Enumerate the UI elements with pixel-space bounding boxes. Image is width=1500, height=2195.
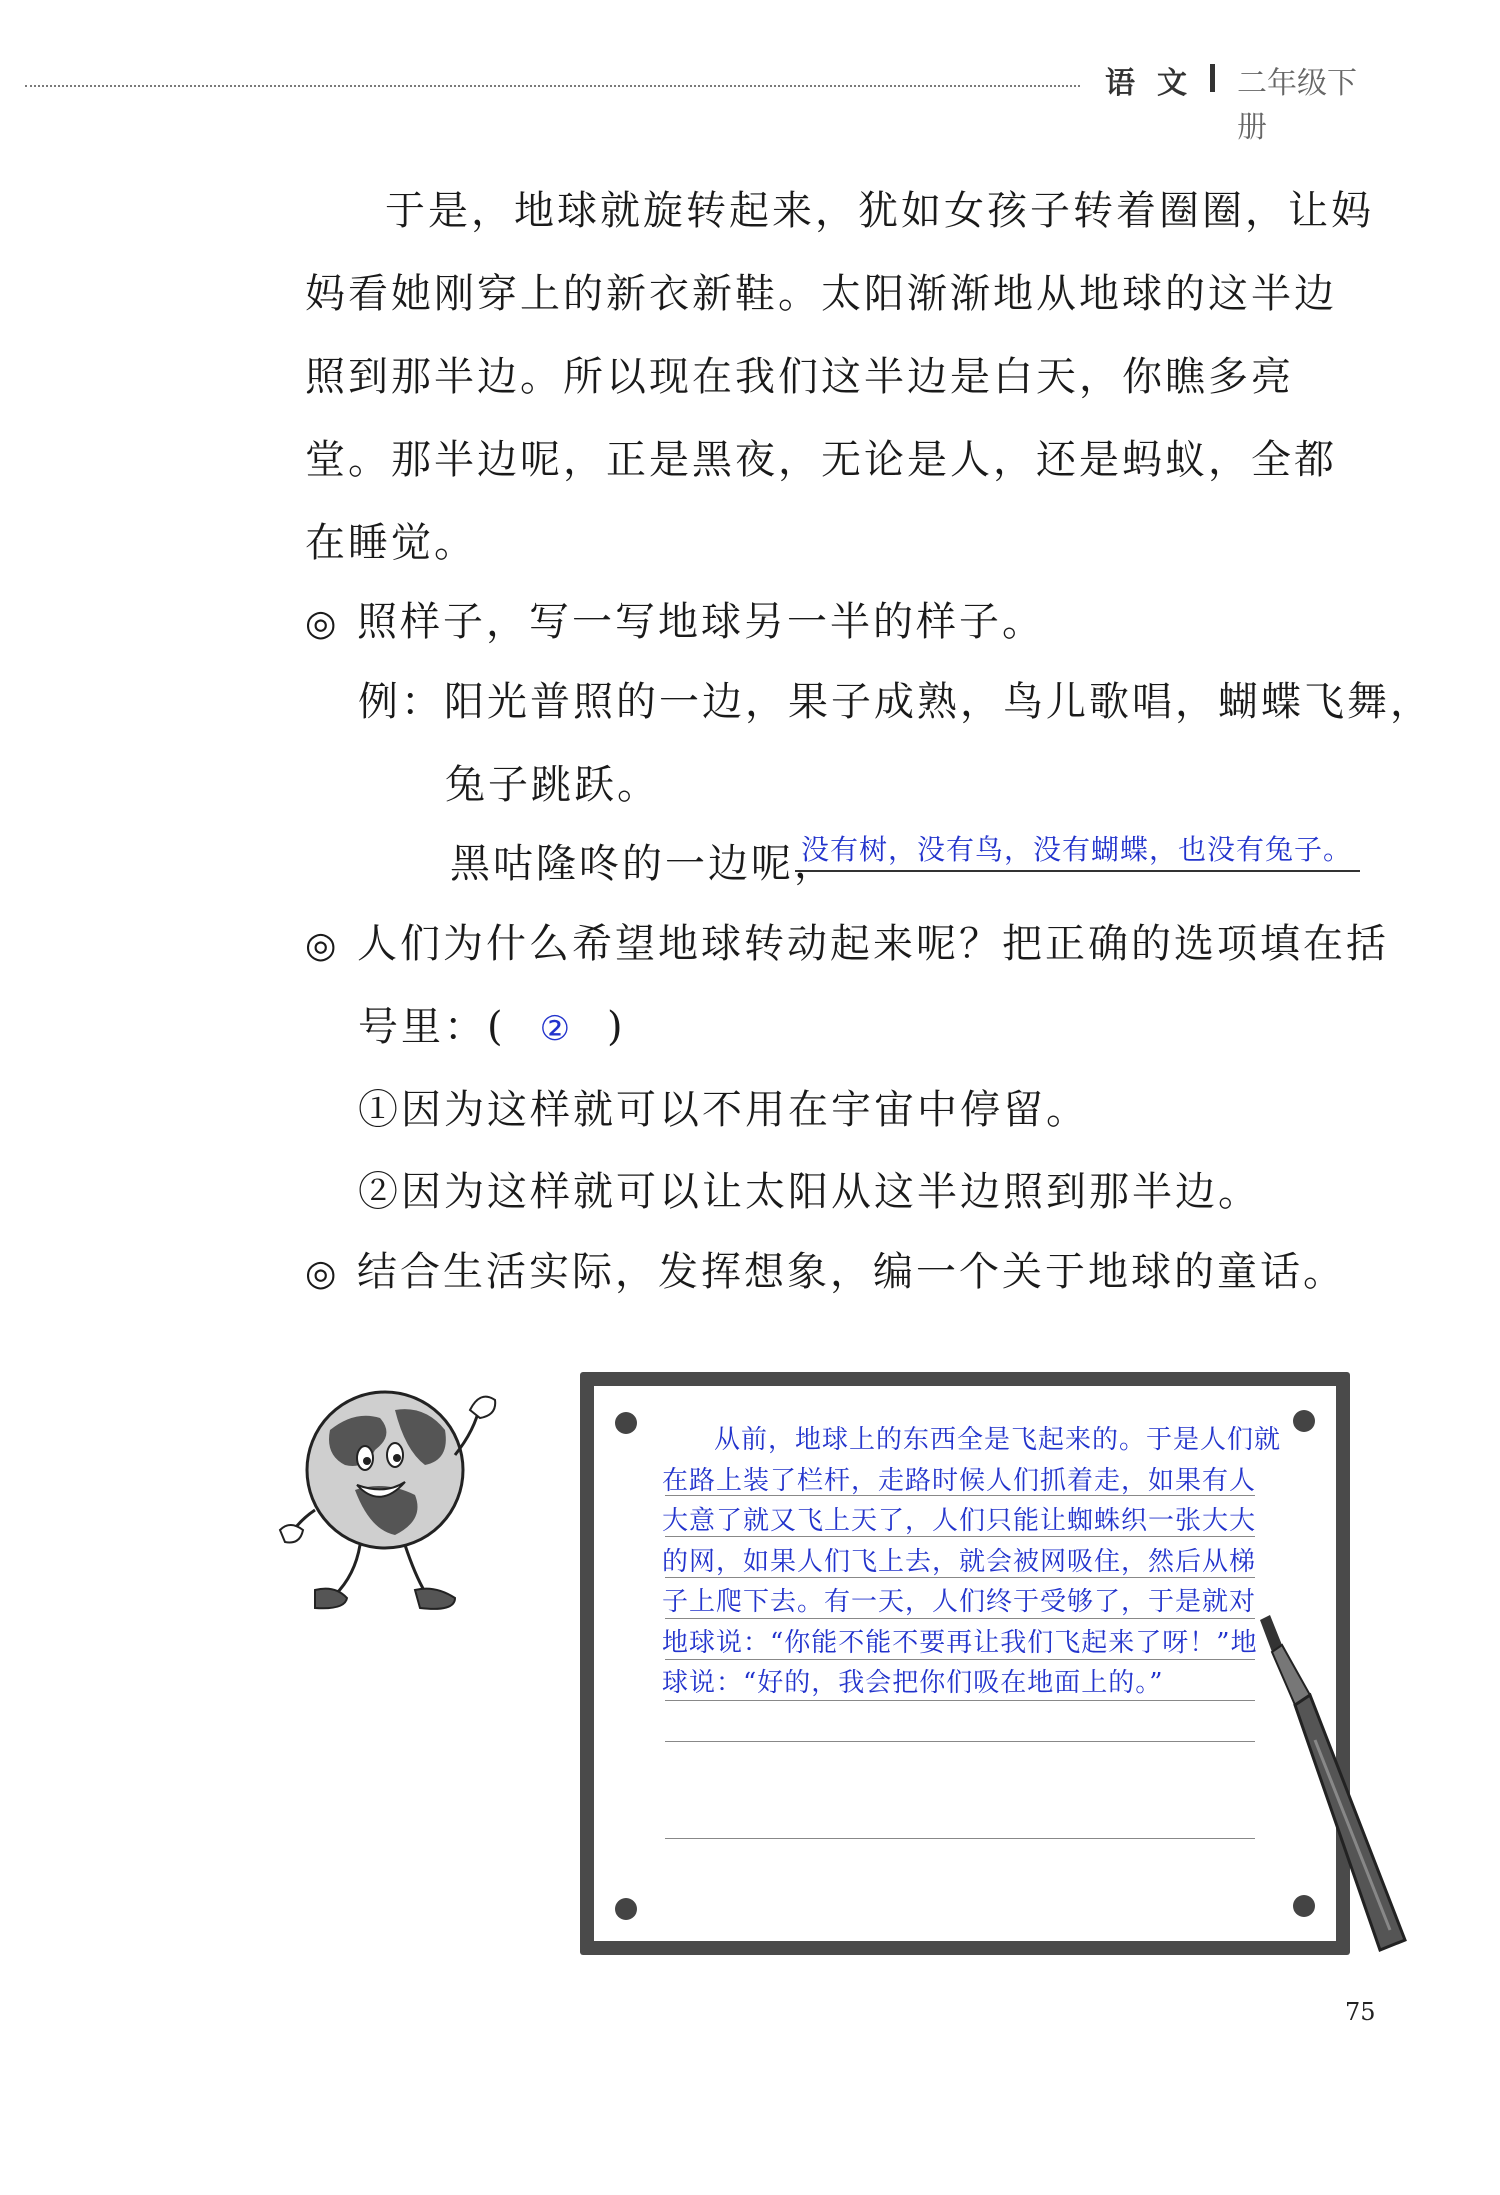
header-subject: 语文: [1105, 66, 1209, 101]
q3-story-answer[interactable]: [662, 1420, 1282, 1704]
question-3: [305, 1240, 1346, 1297]
question-1-prompt: 照样子，写一写地球另一半的样子。: [357, 599, 1045, 645]
passage-paragraph: 于是，地球就旋转起来，犹如女孩子转着圈圈，让妈妈看她刚穿上的新衣新鞋。太阳渐渐地从地球的这半边照到那半边。所以现在我们这半边是白天，你瞧多亮堂。那半边呢，正是黑夜，无论是人，还是蚂蚁，全都在睡觉。: [305, 188, 1374, 566]
q2-option-1: ①因为这样就可以不用在宇宙中停留。: [358, 1087, 1089, 1133]
question-mark-icon: ◎: [305, 1253, 340, 1294]
q1-example-line2: 兔子跳跃。: [445, 762, 660, 808]
q2-answer-field[interactable]: ②: [539, 1009, 574, 1049]
reading-passage: [305, 170, 1375, 585]
q1-answer-field[interactable]: 没有树，没有鸟，没有蝴蝶，也没有兔子。: [795, 828, 1360, 872]
writing-line: [665, 1659, 1255, 1660]
question-2-line2: [358, 995, 626, 1052]
pin-icon: [615, 1412, 637, 1434]
page-number: 75: [1345, 1998, 1376, 2026]
question-mark-icon: ◎: [305, 925, 340, 966]
q1-example-line1: 例：阳光普照的一边，果子成熟，鸟儿歌唱，蝴蝶飞舞，: [358, 679, 1433, 725]
header-dotted-rule: [25, 85, 1080, 87]
writing-line: [665, 1495, 1255, 1496]
q2-bracket-open: 号里：(: [358, 1004, 506, 1050]
question-2-prompt-line1: 人们为什么希望地球转动起来呢？把正确的选项填在括: [357, 921, 1389, 967]
globe-character-icon: [275, 1370, 505, 1630]
question-1: [305, 590, 1045, 647]
writing-line: [665, 1618, 1255, 1619]
q2-bracket-close: ): [607, 1004, 626, 1050]
writing-line: [665, 1700, 1255, 1701]
writing-line: [665, 1577, 1255, 1578]
pin-icon: [615, 1898, 637, 1920]
header-grade: 二年级下册: [1237, 66, 1357, 145]
q1-fill-prefix: 黑咕隆咚的一边呢，: [450, 841, 837, 887]
writing-line: [665, 1536, 1255, 1537]
writing-line: [665, 1838, 1255, 1839]
pin-icon: [1293, 1410, 1315, 1432]
story-text: 从前，地球上的东西全是飞起来的。于是人们就在路上装了栏杆，走路时候人们抓着走，如果有人大意了就又飞上天了，人们只能让蜘蛛织一张大大的网，如果人们飞上去，就会被网吸住，然后从梯子上爬下去。有一天，人们终于受够了，于是就对地球说：“你能不能不要再让我们飞起来了呀！”地球说：“好的，我会把你们吸在地面上的。”: [662, 1425, 1282, 1698]
writing-line: [665, 1741, 1255, 1742]
question-2: [305, 912, 1389, 969]
question-3-prompt: 结合生活实际，发挥想象，编一个关于地球的童话。: [357, 1249, 1346, 1295]
page-header: [25, 58, 1370, 145]
header-divider: [1210, 64, 1215, 92]
marker-pen-icon: [1240, 1600, 1420, 1960]
q2-option-2: ②因为这样就可以让太阳从这半边照到那半边。: [358, 1169, 1261, 1215]
question-mark-icon: ◎: [305, 603, 340, 644]
